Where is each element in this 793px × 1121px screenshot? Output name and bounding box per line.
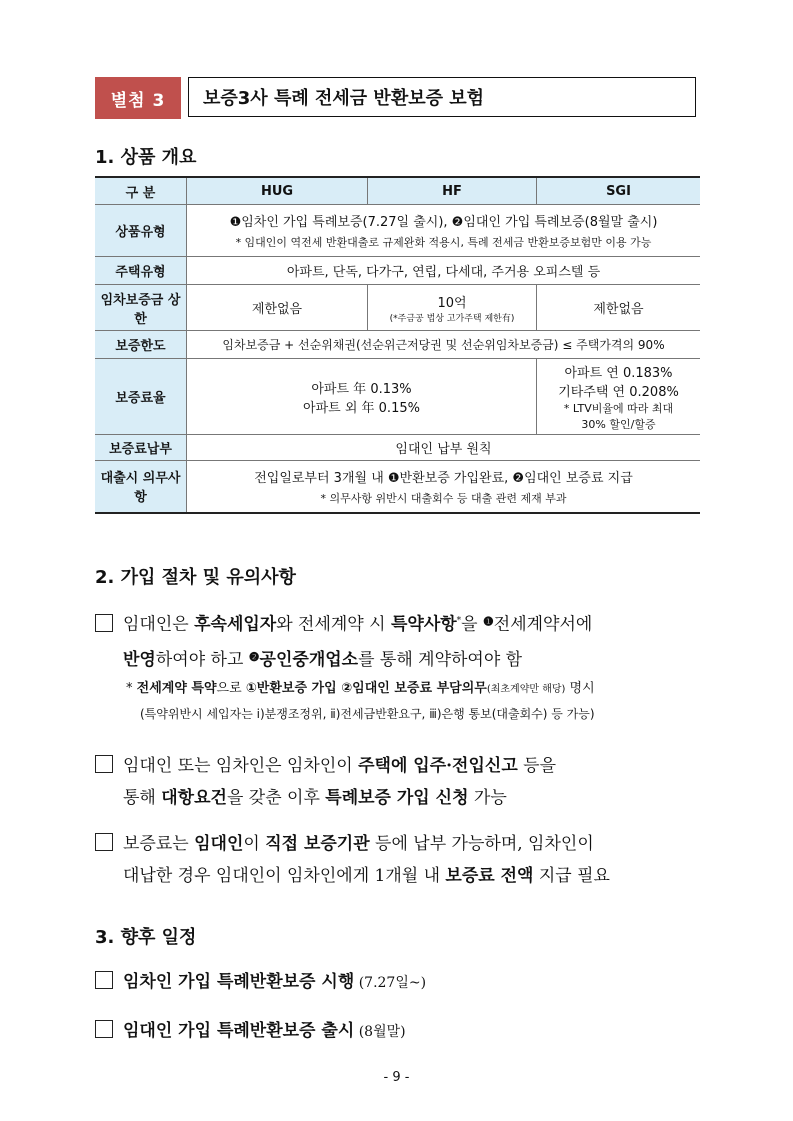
note-line1 xyxy=(126,677,706,702)
section1-title: 1. 상품 개요 xyxy=(95,147,197,168)
table-row xyxy=(95,331,700,359)
footnote-mark: * xyxy=(456,616,462,626)
text: 으로 xyxy=(216,681,246,696)
text: 하여야 하고 xyxy=(155,649,249,670)
header-category: 구 분 xyxy=(95,177,187,205)
obligations-note: * 의무사항 위반시 대출회수 등 대출 관련 제재 부과 xyxy=(320,491,567,505)
premium-rate-line1: 아파트 年 0.13% xyxy=(311,381,412,397)
header-hug: HUG xyxy=(187,177,368,205)
row-label: 보증료납부 xyxy=(95,435,187,461)
text: 통해 xyxy=(123,788,162,808)
text: 와 전세계약 시 xyxy=(276,614,391,635)
premium-rate-sgi-line1: 아파트 연 0.183% xyxy=(564,365,673,381)
premium-rate-sgi-line2: 기타주택 연 0.208% xyxy=(558,384,679,400)
number-marker: ❶ xyxy=(483,614,494,629)
row-label: 대출시 의무사항 xyxy=(95,461,187,513)
text: 전세계약서에 xyxy=(493,614,593,635)
number-marker: ❷ xyxy=(248,649,260,664)
note-line2: (특약위반시 세입자는 ⅰ)분쟁조정위, ⅱ)전세금반환요구, ⅲ)은행 통보(대출회수) 등 가능) xyxy=(140,707,595,721)
bold-text: 반영 xyxy=(123,649,156,670)
bold-text: 임차인 가입 특례반환보증 시행 xyxy=(123,972,355,992)
guarantee-limit-value: 임차보증금 + 선순위채권(선순위근저당권 및 선순위임차보증금) ≤ 주택가격의 90% xyxy=(187,331,701,359)
annex-header xyxy=(95,77,698,119)
deposit-cap-hug: 제한없음 xyxy=(187,285,368,331)
paragraph-continuation xyxy=(95,641,705,676)
product-type-note: * 임대인이 역전세 반환대출로 규제완화 적용시, 특례 전세금 반환보증보험만 이용 가능 xyxy=(235,236,652,249)
text: 가능 xyxy=(468,788,507,808)
obligations-cell xyxy=(187,461,701,513)
premium-rate-sgi xyxy=(537,359,701,435)
product-type-main: ❶임차인 가입 특례보증(7.27일 출시), ❷임대인 가입 특례보증(8월말 출시) xyxy=(229,215,658,230)
section2-title: 2. 가입 절차 및 유의사항 xyxy=(95,567,296,588)
premium-rate-sgi-note: * LTV비율에 따라 최대 30% 할인/할증 xyxy=(563,401,674,431)
text: 등에 납부 가능하며, 임차인이 xyxy=(369,834,594,854)
text: 지급 필요 xyxy=(533,866,610,886)
deposit-cap-hf-note: (*주금공 법상 고가주택 제한有) xyxy=(389,313,515,324)
header-hf: HF xyxy=(368,177,537,205)
checkbox-square-icon xyxy=(95,755,113,773)
text: (7.27일~) xyxy=(354,975,427,991)
schedule-item xyxy=(95,966,705,999)
text: * xyxy=(126,681,137,696)
premium-rate-hug-hf xyxy=(187,359,537,435)
table-row xyxy=(95,257,700,285)
table-row xyxy=(95,359,700,435)
deposit-cap-hf-cell xyxy=(368,285,537,331)
text: 임대인은 xyxy=(123,614,195,635)
bold-text: 특약사항 xyxy=(390,614,457,635)
table-row xyxy=(95,461,700,513)
row-label: 주택유형 xyxy=(95,257,187,285)
checkbox-square-icon xyxy=(95,833,113,851)
text: 를 통해 계약하여야 함 xyxy=(358,649,523,670)
bold-text: 보증료 전액 xyxy=(445,866,534,886)
overview-table xyxy=(95,176,700,514)
text: 이 xyxy=(243,834,266,854)
text: 보증료는 xyxy=(123,834,195,854)
text: 명시 xyxy=(565,681,595,696)
bold-text: 공인중개업소 xyxy=(259,649,359,670)
bold-text: 직접 보증기관 xyxy=(265,834,370,854)
deposit-cap-sgi: 제한없음 xyxy=(537,285,701,331)
paragraph-continuation xyxy=(95,782,705,814)
table-row xyxy=(95,285,700,331)
paragraph-premium-payment xyxy=(95,828,705,892)
annex-title: 보증3사 특례 전세금 반환보증 보험 xyxy=(188,77,696,117)
premium-payment-value: 임대인 납부 원칙 xyxy=(187,435,701,461)
product-type-cell xyxy=(187,205,701,257)
bold-text: 특례보증 가입 신청 xyxy=(325,788,469,808)
checkbox-square-icon xyxy=(95,1020,113,1038)
obligations-main: 전입일로부터 3개월 내 ❶반환보증 가입완료, ❷임대인 보증료 지급 xyxy=(254,470,633,486)
text: 을 xyxy=(461,614,483,635)
table-row xyxy=(95,205,700,257)
contract-terms-note xyxy=(126,677,706,726)
bold-text: 주택에 입주·전입신고 xyxy=(358,756,518,776)
section3-title: 3. 향후 일정 xyxy=(95,927,197,948)
bold-text: 임대인 xyxy=(194,834,244,854)
paragraph-move-in xyxy=(95,750,705,814)
checkbox-square-icon xyxy=(95,971,113,989)
bold-text: 대항요건 xyxy=(161,788,227,808)
text: (8월말) xyxy=(354,1024,406,1040)
text: (최초계약만 해당) xyxy=(486,684,566,695)
text: 대납한 경우 임대인이 임차인에게 1개월 내 xyxy=(123,866,446,886)
paragraph-contract-terms xyxy=(95,605,705,676)
text: 을 갖춘 이후 xyxy=(226,788,326,808)
row-label: 상품유형 xyxy=(95,205,187,257)
page-number: - 9 - xyxy=(383,1070,410,1085)
annex-badge: 별첨 3 xyxy=(95,77,181,119)
housing-type-value: 아파트, 단독, 다가구, 연립, 다세대, 주거용 오피스텔 등 xyxy=(187,257,701,285)
bold-text: ①반환보증 가입 ②임대인 보증료 부담의무 xyxy=(245,681,487,696)
table-header-row xyxy=(95,177,700,205)
header-sgi: SGI xyxy=(537,177,701,205)
text: 등을 xyxy=(517,756,556,776)
bold-text: 전세계약 특약 xyxy=(136,681,217,696)
row-label: 보증한도 xyxy=(95,331,187,359)
table-row xyxy=(95,435,700,461)
paragraph-continuation xyxy=(95,860,705,892)
text: 임대인 또는 임차인은 임차인이 xyxy=(123,756,359,776)
premium-rate-line2: 아파트 외 年 0.15% xyxy=(303,400,420,416)
bold-text: 임대인 가입 특례반환보증 출시 xyxy=(123,1021,355,1041)
schedule-item xyxy=(95,1015,705,1048)
checkbox-square-icon xyxy=(95,614,113,632)
deposit-cap-hf: 10억 xyxy=(437,295,467,311)
row-label: 임차보증금 상한 xyxy=(95,285,187,331)
row-label: 보증료율 xyxy=(95,359,187,435)
bold-text: 후속세입자 xyxy=(194,614,277,635)
